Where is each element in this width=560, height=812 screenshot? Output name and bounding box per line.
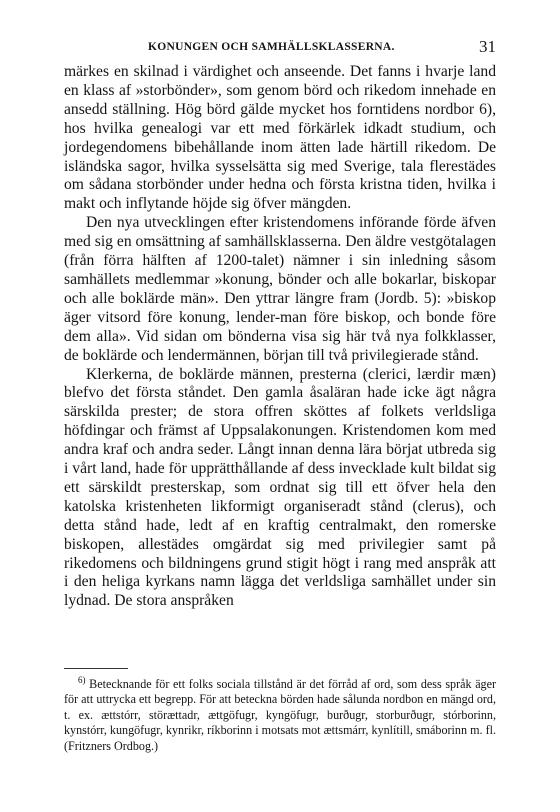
- footnote: [64, 674, 497, 754]
- footnote-text: Betecknande för ett folks sociala tillstånd är det förråd af ord, som dess språk äger för att uttrycka ett begrepp. För att beteckna börden hade sålunda nordbon en mängd ord, t. ex. ættstórr, störættadr, ættgöfugr, kyngöfugr, burðugr, storburðugr, stórborinn, kynstórr, kungöfugr, kynrikr, ríkborinn i motsats mot ættsmárr, kynlítill, smáborinn m. fl. (Fritzners Ordbog.): [64, 677, 497, 753]
- footnote-marker: 6): [78, 674, 86, 685]
- footnote-separator: [64, 668, 128, 669]
- body-text: [64, 63, 496, 611]
- page-number: 31: [479, 37, 496, 56]
- paragraph-1: märkes en skilnad i värdighet och anseende. Det fanns i hvarje land en klass af »storbönder», som genom börd och rikedom innehade en ansedd ställning. Hög börd gälde mycket hos forntidens nordbor 6), hos hvilka genealogi var ett med förkärlek idkadt studium, och jordegendomens bibehållande inom ätten lade härtill rikedom. De isländska sagor, hvilka sysselsätta sig med Sverige, tala flerestädes om sådana storbönder under hedna och första kristna tiden, hvilka i makt och inflytande höjde sig öfver mängden.: [64, 63, 496, 213]
- running-title: KONUNGEN OCH SAMHÄLLSKLASSERNA.: [148, 41, 395, 53]
- paragraph-2: Den nya utvecklingen efter kristendomens införande förde äfven med sig en omsättning af samhällsklasserna. Den äldre vestgötalagen (från förra hälften af 1200-talet) nämner i sin inledning såsom samhällets medlemmar »konung, bönder och alle bokarlar, biskopar och alle boklärde män». Den yttrar längre fram (Jordb. 5): »biskop äger vitsord före konung, lender-man före biskop, och bonde före dem alla». Vid sidan om bönderna visa sig här två nya folkklasser, de boklärde och lendermännen, början till två privilegierade stånd.: [64, 214, 496, 364]
- page-header: [64, 38, 496, 60]
- paragraph-3: Klerkerna, de boklärde männen, presterna (clerici, lærdir mæn) blefvo det första ståndet. Den gamla åsaläran hade icke ägt några särskilda prester; de stora offren sköttes af folkets verldsliga höfdingar och främst af Uppsalakonungen. Kristendomen kom med andra kraf och andra seder. Långt innan denna lära börjat utbreda sig i vårt land, hade för upprätthållande af dess invecklade kult bildat sig ett särskildt presterskap, som ordnat sig till ett öfver hela den katolska kristenheten likformigt organiseradt stånd (clerus), och detta stånd hade, ledt af en kraftig centralmakt, den romerske biskopen, allestädes omgärdat sig med privilegier samt på rikedomens och bildningens grund stigit högt i rang med anspråk att i den heliga kyrkans namn lägga det verldsliga samhället under sin lydnad. De stora anspråken: [64, 365, 496, 610]
